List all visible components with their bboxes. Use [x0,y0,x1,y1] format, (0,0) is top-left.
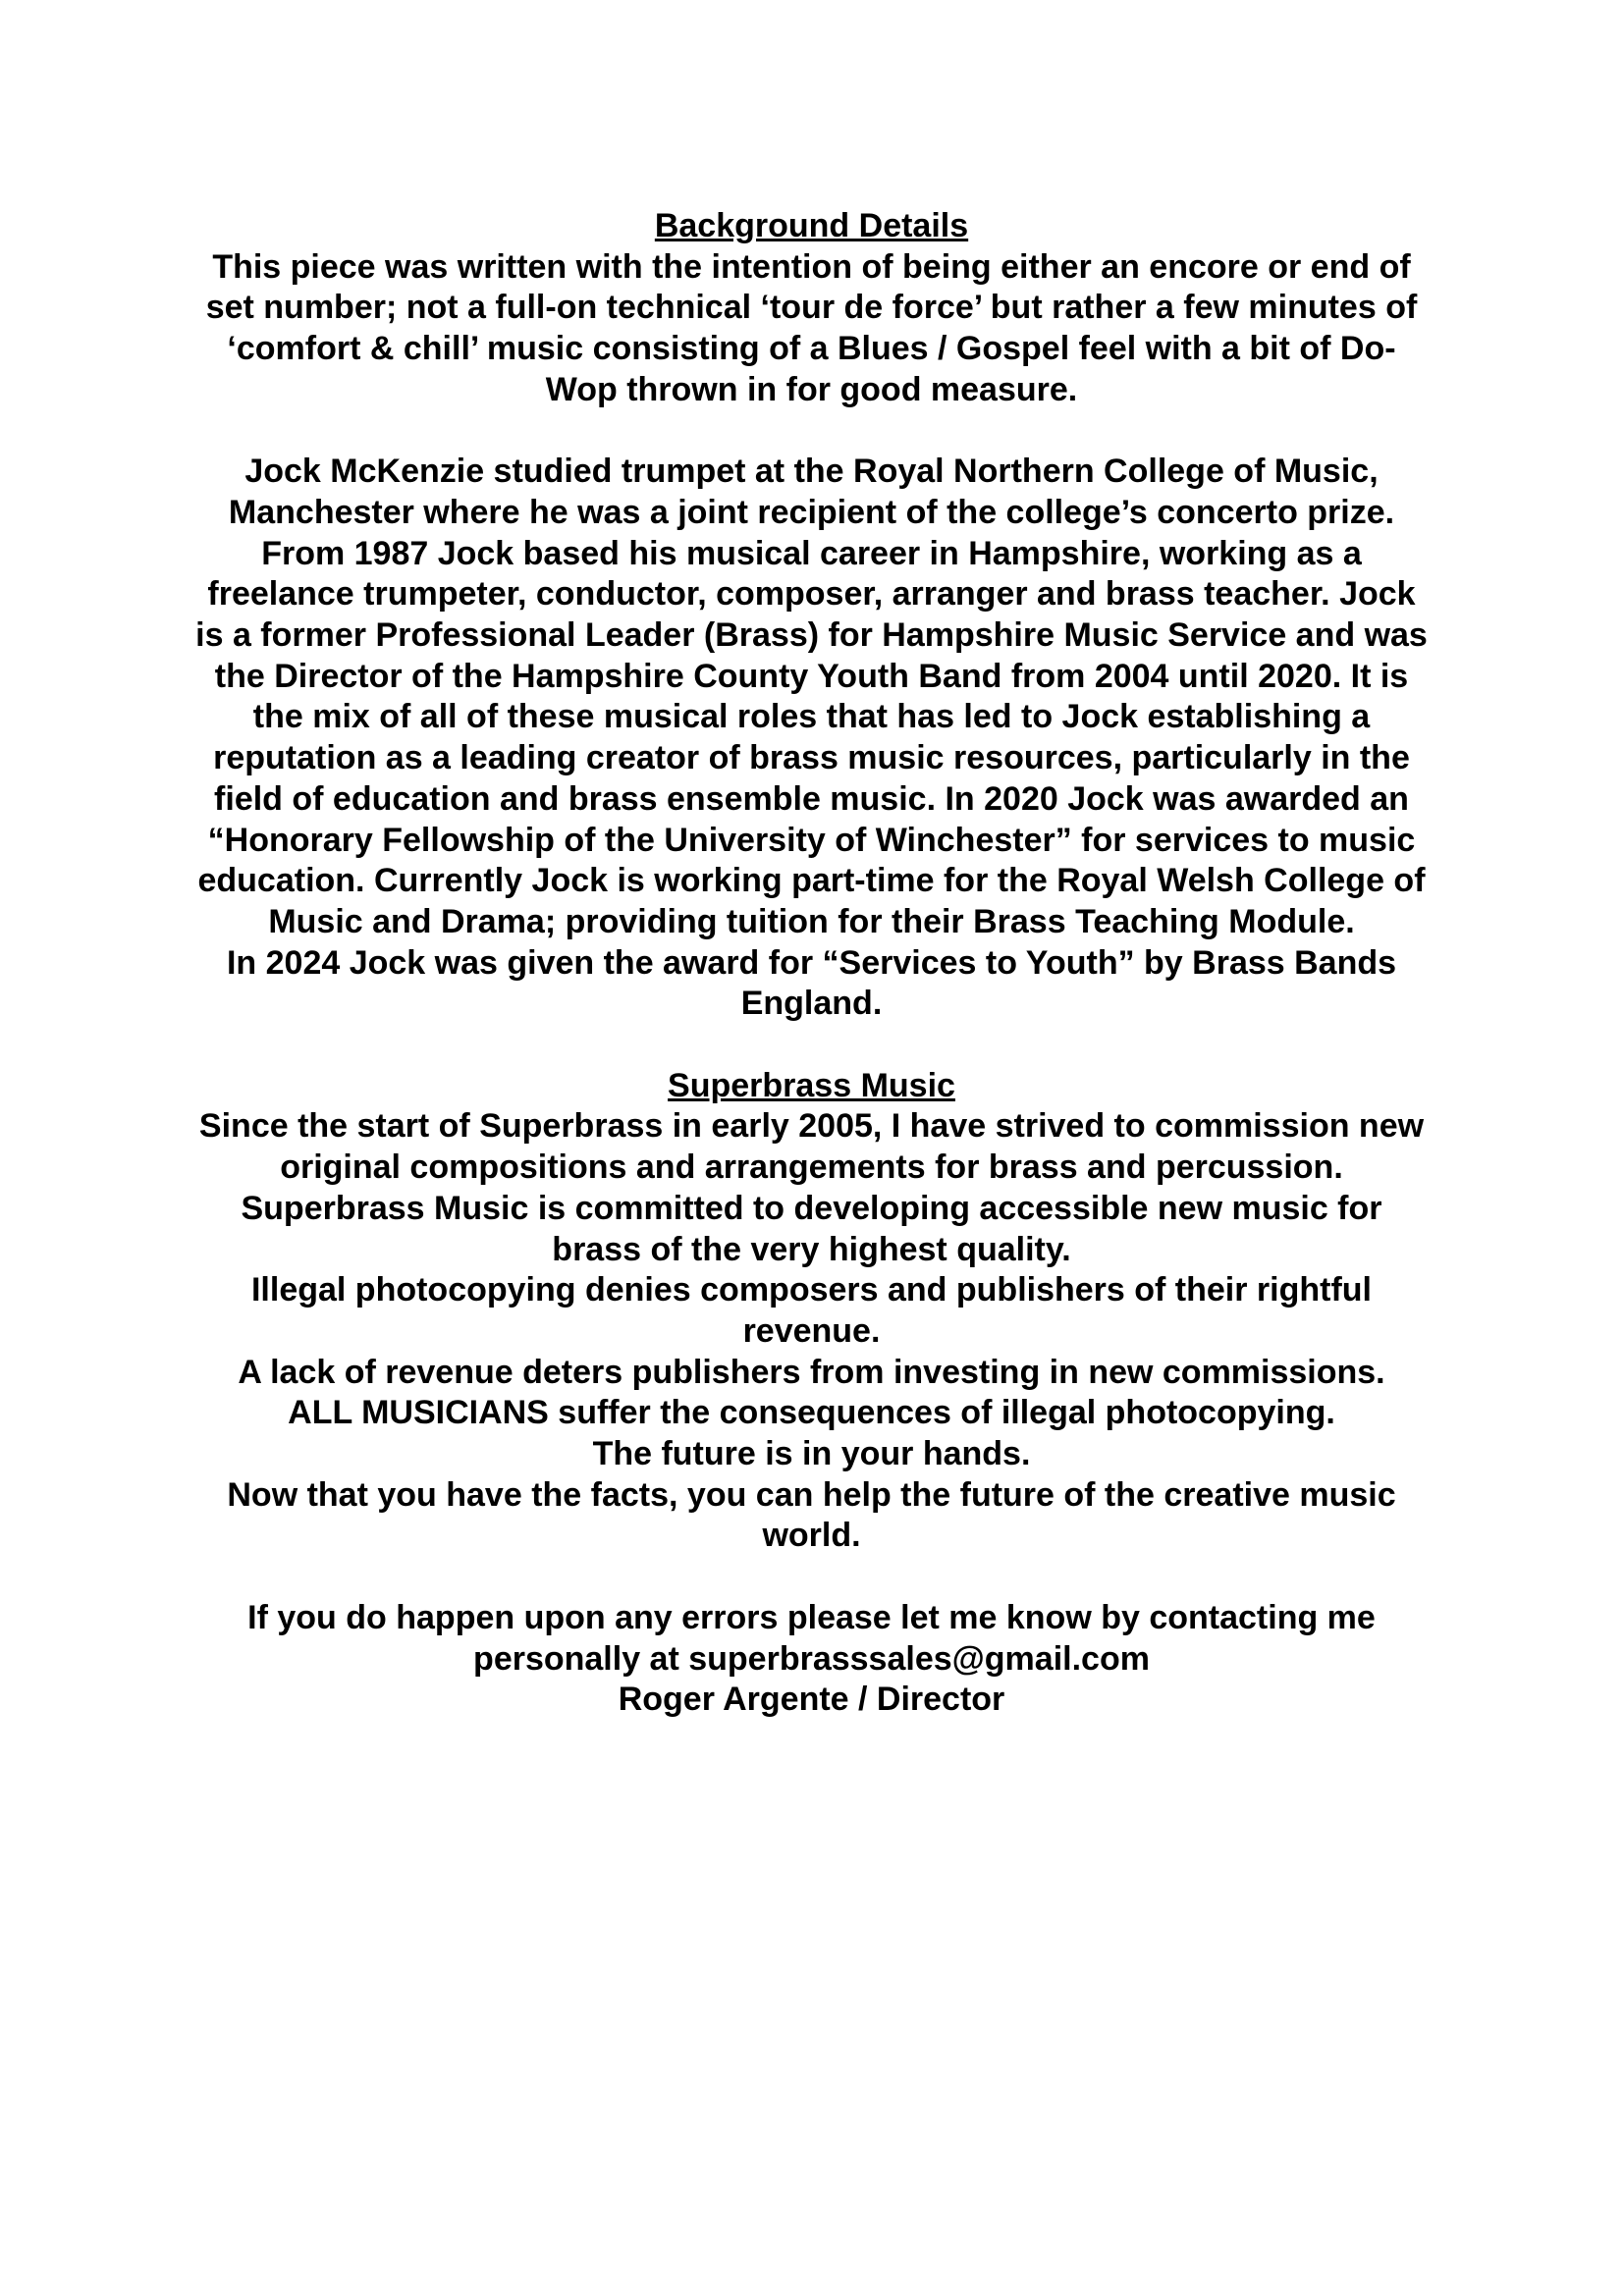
intro-line: Wop thrown in for good measure. [545,370,1078,408]
background-heading: Background Details [654,207,969,244]
superbrass-heading: Superbrass Music [668,1066,955,1104]
background-section [147,206,1476,1025]
bio-line: From 1987 Jock based his musical career in Hampshire, working as a [261,534,1362,572]
background-intro [147,247,1476,411]
bio-line: Music and Drama; providing tuition for their Brass Teaching Module. [268,902,1355,940]
bio-line: freelance trumpeter, conductor, composer, arranger and brass teacher. Jock [207,575,1416,614]
bio-line: is a former Professional Leader (Brass) for Hampshire Music Service and was [195,616,1428,655]
superbrass-line: original compositions and arrangements for brass and percussion. [280,1148,1343,1187]
superbrass-line: Now that you have the facts, you can help the future of the creative music [227,1475,1396,1514]
contact-line: If you do happen upon any errors please let me know by contacting me [247,1598,1376,1636]
superbrass-line: world. [762,1517,861,1555]
bio-line: reputation as a leading creator of brass music resources, particularly in the [213,739,1410,777]
bio-line: England. [740,985,883,1023]
bio-line: field of education and brass ensemble music. In 2020 Jock was awarded an [214,779,1409,818]
bio-line: education. Currently Jock is working part-time for the Royal Welsh College of [197,862,1426,900]
superbrass-section [147,1066,1476,1557]
superbrass-line: ALL MUSICIANS suffer the consequences of illegal photocopying. [288,1394,1335,1432]
bio-line: Manchester where he was a joint recipient of the college’s concerto prize. [228,493,1395,531]
superbrass-line: Superbrass Music is committed to developing accessible new music for [241,1189,1382,1227]
intro-line: ‘comfort & chill’ music consisting of a Blues / Gospel feel with a bit of Do- [227,330,1396,368]
bio-line: the mix of all of these musical roles that has led to Jock establishing a [252,698,1371,736]
superbrass-line: Illegal photocopying denies composers and publishers of their rightful [250,1271,1372,1309]
superbrass-line: The future is in your hands. [592,1435,1031,1473]
intro-line: This piece was written with the intention of being either an encore or end of [212,247,1411,286]
intro-line: set number; not a full-on technical ‘tour de force’ but rather a few minutes of [205,289,1418,327]
section-gap [147,1025,1476,1066]
superbrass-line: brass of the very highest quality. [552,1230,1071,1268]
superbrass-line: A lack of revenue deters publishers from investing in new commissions. [238,1353,1385,1391]
contact-section [147,1598,1476,1721]
bio-line: the Director of the Hampshire County Youth Band from 2004 until 2020. It is [214,657,1409,695]
composer-bio [147,452,1476,1025]
bio-line: “Honorary Fellowship of the University of Winchester” for services to music [207,821,1416,859]
superbrass-line: Since the start of Superbrass in early 2005, I have strived to commission new [198,1107,1425,1146]
superbrass-line: revenue. [742,1311,881,1350]
contact-email-line: personally at superbrasssales@gmail.com [473,1639,1150,1678]
section-gap [147,1557,1476,1598]
document-content [147,206,1476,1721]
bio-line: Jock McKenzie studied trumpet at the Royal Northern College of Music, [244,453,1379,491]
paragraph-gap [147,411,1476,453]
bio-line: In 2024 Jock was given the award for “Services to Youth” by Brass Bands [226,943,1397,982]
signature-line: Roger Argente / Director [618,1681,1005,1719]
